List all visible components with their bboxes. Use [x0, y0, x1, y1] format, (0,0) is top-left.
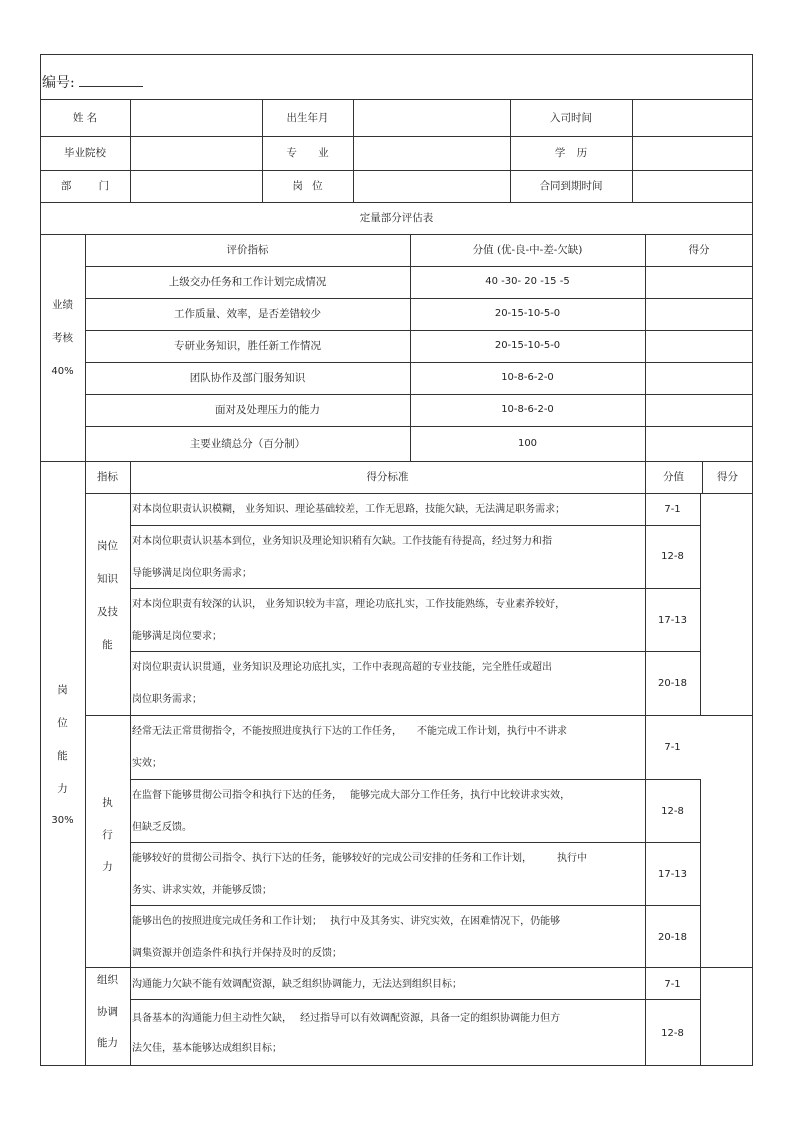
quant-range: 20-15-10-5-0: [494, 340, 561, 351]
ability-side-4: 力: [57, 783, 68, 795]
ability-col-value: 分值: [663, 471, 684, 483]
rule: [40, 202, 753, 203]
coordination-score-field[interactable]: [703, 968, 752, 1065]
criterion-line: 但缺乏反馈。: [132, 822, 192, 833]
quant-indicator: 工作质量、效率，是否差错较少: [174, 308, 321, 320]
rule: [130, 651, 700, 652]
criterion-line: 岗位职务需求；: [132, 694, 202, 705]
criterion-value: 7-1: [664, 742, 681, 753]
entry-date-field[interactable]: [633, 100, 752, 135]
criterion-line: 对岗位职责认识贯通，业务知识及理论功底扎实，工作中表现高超的专业技能，完全胜任或超出: [132, 662, 552, 673]
post-label: 岗 位: [292, 180, 323, 192]
group-knowledge-1: 岗位: [97, 540, 118, 552]
major-label: 专 业: [286, 147, 329, 159]
birth-field[interactable]: [354, 100, 509, 135]
criterion-line: 沟通能力欠缺不能有效调配资源，缺乏组织协调能力，无法达到组织目标；: [132, 979, 462, 990]
ability-side-2: 位: [57, 717, 68, 729]
criterion-value: 7-1: [664, 979, 681, 990]
rule: [130, 588, 700, 589]
perf-side-2: 考核: [52, 332, 73, 344]
school-label: 毕业院校: [64, 147, 106, 159]
group-execution-2: 行: [102, 829, 113, 841]
criterion-value: 12-8: [661, 806, 684, 817]
contract-field[interactable]: [633, 171, 752, 201]
rule: [85, 493, 753, 494]
quant-indicator: 上级交办任务和工作计划完成情况: [168, 276, 327, 288]
ability-side-1: 岗: [57, 684, 68, 696]
name-field[interactable]: [131, 100, 261, 135]
doc-number-label: 编号:: [42, 75, 75, 91]
quant-indicator: 团队协作及部门服务知识: [189, 372, 306, 384]
quant-range: 10-8-6-2-0: [501, 372, 554, 383]
quant-range: 40 -30- 20 -15 -5: [485, 276, 570, 287]
department-field[interactable]: [131, 171, 261, 201]
criterion-line: 能够满足岗位要求；: [132, 631, 222, 642]
group-execution-3: 力: [102, 861, 113, 873]
group-coord-1: 组织: [97, 974, 118, 986]
quant-score-field[interactable]: [646, 267, 752, 297]
criterion-line: 在监督下能够贯彻公司指令和执行下达的任务， 能够完成大部分工作任务，执行中比较讲求实效，: [132, 790, 571, 801]
quant-indicator: 专研业务知识，胜任新工作情况: [174, 340, 321, 352]
col-indicator: 评价指标: [226, 244, 269, 256]
execution-score-field[interactable]: [703, 716, 752, 966]
rule: [40, 234, 753, 235]
department-label: 部 门: [60, 180, 110, 192]
criterion-line: 实效；: [132, 758, 162, 769]
rule: [40, 461, 753, 462]
criterion-line: 对本岗位职责认识模糊， 业务知识、理论基础较差，工作无思路，技能欠缺，无法满足职务需求；: [132, 504, 566, 515]
ability-col-score: 得分: [717, 471, 738, 483]
group-knowledge-3: 及技: [97, 606, 118, 618]
rule: [85, 967, 753, 968]
group-knowledge-4: 能: [102, 639, 113, 651]
perf-side-pct: 40%: [51, 366, 74, 377]
rule: [700, 967, 701, 1066]
major-field[interactable]: [354, 137, 509, 169]
rule: [130, 525, 700, 526]
rule: [130, 905, 700, 906]
criterion-line: 对本岗位职责认识基本到位，业务知识及理论知识稍有欠缺。工作技能有待提高，经过努力和指: [132, 536, 552, 547]
degree-field[interactable]: [633, 137, 752, 169]
name-label: 姓 名: [72, 112, 98, 124]
group-knowledge-2: 知识: [97, 573, 118, 585]
rule: [700, 493, 701, 715]
quant-range: 20-15-10-5-0: [494, 308, 561, 319]
degree-label: 学 历: [554, 147, 588, 159]
quant-score-field[interactable]: [646, 331, 752, 361]
criterion-line: 经常无法正常贯彻指令，不能按照进度执行下达的工作任务， 不能完成工作计划，执行中不讲求: [132, 726, 567, 737]
criterion-value: 12-8: [661, 1028, 684, 1039]
quant-indicator: 面对及处理压力的能力: [215, 404, 320, 416]
rule: [130, 779, 700, 780]
contract-label: 合同到期时间: [539, 180, 603, 192]
rule: [130, 999, 700, 1000]
criterion-line: 调集资源并创造条件和执行并保持及时的反馈；: [132, 948, 342, 959]
ability-col-standard: 得分标准: [366, 471, 409, 483]
perf-side-1: 业绩: [52, 299, 73, 311]
rule: [85, 715, 753, 716]
criterion-line: 务实、讲求实效，并能够反馈；: [132, 885, 272, 896]
criterion-line: 对本岗位职责有较深的认识， 业务知识较为丰富，理论功底扎实，工作技能熟练，专业素养较好，: [132, 599, 566, 610]
criterion-value: 17-13: [657, 869, 688, 880]
group-coord-3: 能力: [97, 1037, 118, 1049]
criterion-line: 能够出色的按照进度完成任务和工作计划； 执行中及其务实、讲究实效，在困难情况下，仍能够: [132, 916, 561, 927]
col-score: 得分: [688, 244, 710, 256]
group-execution-1: 执: [102, 797, 113, 809]
quant-total-score-field[interactable]: [646, 427, 752, 460]
knowledge-score-field[interactable]: [703, 494, 752, 714]
criterion-line: 能够较好的贯彻公司指令、执行下达的任务，能够较好的完成公司安排的任务和工作计划， 执行中: [132, 853, 587, 864]
quant-score-field[interactable]: [646, 363, 752, 393]
col-score-range: 分值 (优-良-中-差-欠缺): [472, 244, 583, 256]
rule: [130, 461, 131, 1066]
criterion-value: 12-8: [661, 551, 684, 562]
entry-date-label: 入司时间: [550, 112, 592, 124]
quant-total-value: 100: [517, 438, 538, 449]
criterion-value: 20-18: [657, 678, 688, 689]
group-coord-2: 协调: [97, 1006, 118, 1018]
quant-range: 10-8-6-2-0: [501, 404, 554, 415]
criterion-line: 导能够满足岗位职务需求；: [132, 568, 252, 579]
criterion-value: 17-13: [657, 615, 688, 626]
quant-score-field[interactable]: [646, 395, 752, 425]
birth-label: 出生年月: [286, 112, 329, 124]
ability-col-indicator: 指标: [97, 471, 118, 483]
school-field[interactable]: [131, 137, 261, 169]
criterion-line: 具备基本的沟通能力但主动性欠缺， 经过指导可以有效调配资源，具备一定的组织协调能力但方: [132, 1013, 561, 1024]
criterion-value: 7-1: [664, 504, 681, 515]
ability-side-3: 能: [57, 750, 68, 762]
criterion-value: 20-18: [657, 932, 688, 943]
rule: [700, 779, 701, 967]
quant-total-label: 主要业绩总分（百分制）: [189, 438, 306, 450]
criterion-line: 法欠佳，基本能够达成组织目标；: [132, 1043, 282, 1054]
post-field[interactable]: [354, 171, 509, 201]
quant-title: 定量部分评估表: [359, 212, 434, 224]
rule: [130, 842, 700, 843]
quant-score-field[interactable]: [646, 299, 752, 329]
ability-side-pct: 30%: [51, 815, 74, 826]
